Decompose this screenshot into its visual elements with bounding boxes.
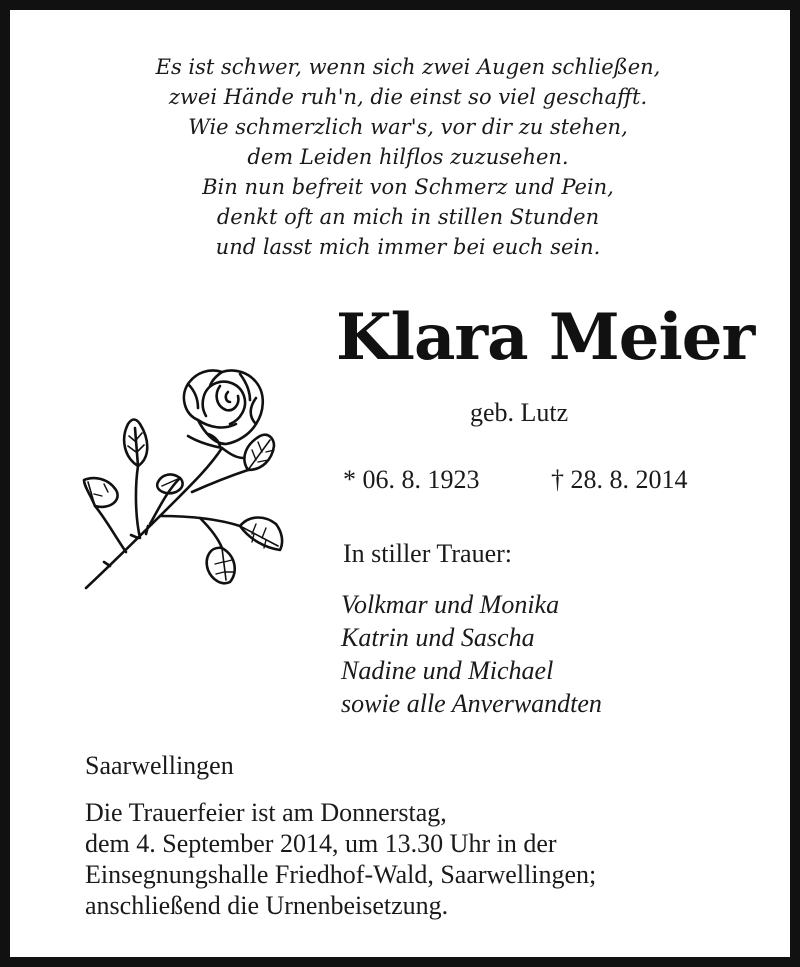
funeral-line: anschließend die Urnenbeisetzung. [85, 891, 449, 920]
place-name: Saarwellingen [85, 751, 234, 780]
mourning-label: In stiller Trauer: [343, 539, 512, 568]
rose-icon [80, 366, 290, 594]
poem-line: dem Leiden hilflos zuzusehen. [247, 145, 569, 169]
poem-line: denkt oft an mich in stillen Stunden [216, 205, 600, 229]
mourner-entry: Volkmar und Monika [341, 590, 560, 619]
funeral-line: dem 4. September 2014, um 13.30 Uhr in der [85, 829, 557, 858]
poem-line: zwei Hände ruh'n, die einst so viel geschafft. [168, 85, 648, 109]
mourners-list [341, 588, 602, 720]
deceased-name: Klara Meier [336, 300, 755, 375]
mourner-entry: Katrin und Sascha [341, 623, 535, 652]
poem-line: Es ist schwer, wenn sich zwei Augen schließen, [155, 55, 661, 79]
death-date: † 28. 8. 2014 [551, 465, 688, 494]
funeral-line: Einsegnungshalle Friedhof-Wald, Saarwellingen; [85, 860, 597, 889]
birth-date: * 06. 8. 1923 [343, 465, 480, 494]
funeral-details [85, 797, 596, 921]
funeral-line: Die Trauerfeier ist am Donnerstag, [85, 798, 447, 827]
mourner-entry: Nadine und Michael [341, 656, 554, 685]
poem-line: Bin nun befreit von Schmerz und Pein, [202, 175, 614, 199]
birth-name: geb. Lutz [470, 398, 569, 427]
mourner-entry: sowie alle Anverwandten [341, 689, 602, 718]
poem-line: Wie schmerzlich war's, vor dir zu stehen, [188, 115, 628, 139]
poem-line: und lasst mich immer bei euch sein. [215, 235, 601, 259]
memorial-poem [50, 52, 766, 262]
